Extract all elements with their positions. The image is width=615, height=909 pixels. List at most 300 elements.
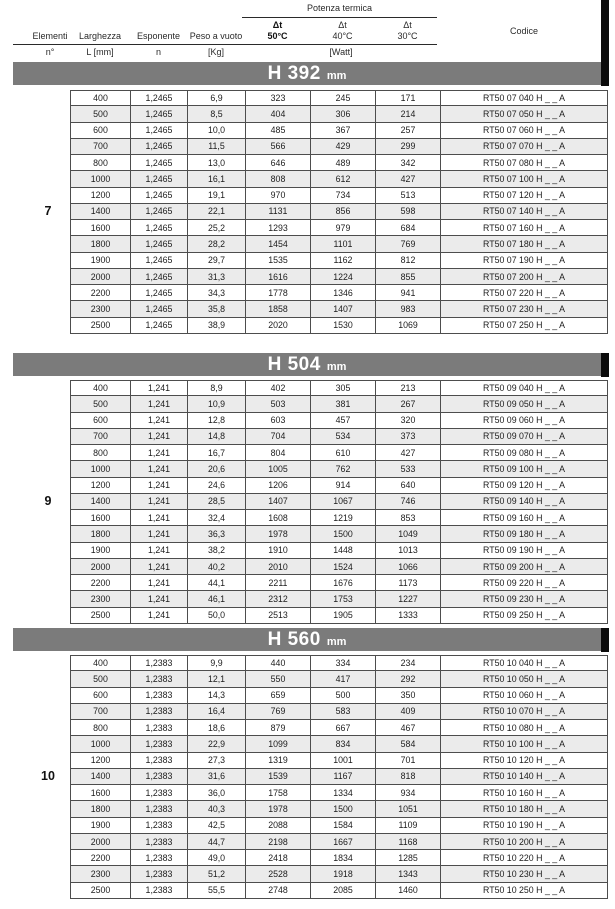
cell-peso: 38,9 [187,318,245,334]
cell-peso: 24,6 [187,478,245,494]
cell-watt-dt50: 1616 [245,269,310,285]
section-title: H 560 [267,629,321,650]
cell-peso: 28,2 [187,236,245,252]
cell-esponente: 1,2465 [130,155,187,171]
cell-peso: 36,0 [187,785,245,801]
cell-peso: 20,6 [187,461,245,477]
cell-codice: RT50 07 100 H _ _ A [440,171,608,187]
cell-watt-dt50: 1608 [245,510,310,526]
cell-watt-dt30: 855 [375,269,440,285]
cell-codice: RT50 09 230 H _ _ A [440,591,608,607]
cell-codice: RT50 07 080 H _ _ A [440,155,608,171]
cell-larghezza: 1000 [70,171,130,187]
cell-peso: 9,9 [187,655,245,671]
cell-larghezza: 2200 [70,850,130,866]
cell-peso: 44,1 [187,575,245,591]
cell-watt-dt30: 1173 [375,575,440,591]
cell-watt-dt50: 404 [245,106,310,122]
cell-watt-dt50: 2020 [245,318,310,334]
cell-esponente: 1,2383 [130,736,187,752]
cell-peso: 16,4 [187,704,245,720]
cell-watt-dt30: 853 [375,510,440,526]
cell-codice: RT50 07 230 H _ _ A [440,301,608,317]
cell-watt-dt30: 684 [375,220,440,236]
cell-watt-dt50: 1131 [245,204,310,220]
cell-codice: RT50 10 230 H _ _ A [440,866,608,882]
cell-watt-dt30: 1066 [375,559,440,575]
cell-esponente: 1,2465 [130,90,187,106]
cell-peso: 32,4 [187,510,245,526]
cell-watt-dt30: 701 [375,753,440,769]
cell-watt-dt30: 292 [375,671,440,687]
cell-codice: RT50 10 100 H _ _ A [440,736,608,752]
cell-larghezza: 2000 [70,269,130,285]
cell-watt-dt50: 1293 [245,220,310,236]
cell-codice: RT50 09 060 H _ _ A [440,413,608,429]
cell-esponente: 1,2465 [130,253,187,269]
cell-watt-dt40: 381 [310,396,375,412]
column-header-codice: Codice [509,26,538,36]
cell-larghezza: 2000 [70,834,130,850]
cell-codice: RT50 09 180 H _ _ A [440,526,608,542]
cell-larghezza: 500 [70,396,130,412]
subheader-esponente-n: n [155,47,161,57]
cell-codice: RT50 07 180 H _ _ A [440,236,608,252]
cell-watt-dt50: 769 [245,704,310,720]
cell-peso: 27,3 [187,753,245,769]
column-header-dt30 [375,20,440,41]
cell-watt-dt30: 257 [375,123,440,139]
section-banner-h392 [13,62,601,85]
cell-codice: RT50 10 060 H _ _ A [440,688,608,704]
cell-watt-dt30: 941 [375,285,440,301]
cell-watt-dt50: 2312 [245,591,310,607]
cell-watt-dt50: 879 [245,720,310,736]
cell-watt-dt30: 1285 [375,850,440,866]
section-unit: mm [326,361,347,373]
cell-esponente: 1,241 [130,396,187,412]
cell-peso: 34,3 [187,285,245,301]
cell-watt-dt30: 1049 [375,526,440,542]
cell-codice: RT50 10 250 H _ _ A [440,883,608,899]
cell-watt-dt30: 1227 [375,591,440,607]
cell-codice: RT50 09 140 H _ _ A [440,494,608,510]
cell-watt-dt50: 1407 [245,494,310,510]
cell-peso: 6,9 [187,90,245,106]
cell-peso: 16,1 [187,171,245,187]
cell-codice: RT50 09 190 H _ _ A [440,543,608,559]
column-header-larghezza: Larghezza [78,31,122,41]
cell-watt-dt40: 367 [310,123,375,139]
cell-codice: RT50 09 080 H _ _ A [440,445,608,461]
cell-peso: 16,7 [187,445,245,461]
cell-watt-dt30: 267 [375,396,440,412]
cell-peso: 10,0 [187,123,245,139]
dt-symbol: Δt [403,20,412,30]
cell-watt-dt40: 500 [310,688,375,704]
table-h504 [70,380,608,624]
cell-watt-dt40: 667 [310,720,375,736]
cell-watt-dt40: 417 [310,671,375,687]
cell-esponente: 1,2383 [130,818,187,834]
cell-larghezza: 700 [70,139,130,155]
cell-watt-dt30: 214 [375,106,440,122]
cell-codice: RT50 07 070 H _ _ A [440,139,608,155]
cell-esponente: 1,241 [130,559,187,575]
cell-esponente: 1,2465 [130,204,187,220]
cell-watt-dt40: 2085 [310,883,375,899]
cell-watt-dt40: 1346 [310,285,375,301]
cell-larghezza: 2200 [70,575,130,591]
cell-esponente: 1,2383 [130,753,187,769]
cell-peso: 22,9 [187,736,245,752]
cell-codice: RT50 09 050 H _ _ A [440,396,608,412]
element-count-section2: 9 [44,494,52,508]
cell-watt-dt50: 1539 [245,769,310,785]
cell-watt-dt50: 2418 [245,850,310,866]
cell-watt-dt50: 1005 [245,461,310,477]
cell-watt-dt50: 2748 [245,883,310,899]
cell-watt-dt50: 566 [245,139,310,155]
cell-watt-dt30: 467 [375,720,440,736]
cell-watt-dt50: 1535 [245,253,310,269]
cell-larghezza: 1900 [70,818,130,834]
cell-esponente: 1,2383 [130,671,187,687]
cell-larghezza: 1800 [70,236,130,252]
cell-esponente: 1,2383 [130,850,187,866]
cell-esponente: 1,241 [130,575,187,591]
cell-peso: 8,9 [187,380,245,396]
cell-watt-dt50: 970 [245,188,310,204]
cell-esponente: 1,2465 [130,188,187,204]
cell-esponente: 1,2383 [130,801,187,817]
cell-peso: 38,2 [187,543,245,559]
cell-watt-dt50: 2528 [245,866,310,882]
cell-esponente: 1,241 [130,478,187,494]
cell-larghezza: 500 [70,671,130,687]
cell-peso: 50,0 [187,608,245,624]
cell-watt-dt30: 513 [375,188,440,204]
cell-esponente: 1,2383 [130,704,187,720]
cell-watt-dt40: 429 [310,139,375,155]
cell-larghezza: 1600 [70,785,130,801]
cell-watt-dt40: 834 [310,736,375,752]
cell-watt-dt40: 1584 [310,818,375,834]
cell-watt-dt40: 1067 [310,494,375,510]
cell-watt-dt50: 1858 [245,301,310,317]
cell-peso: 35,8 [187,301,245,317]
cell-watt-dt50: 1978 [245,526,310,542]
cell-watt-dt50: 503 [245,396,310,412]
cell-peso: 31,6 [187,769,245,785]
cell-watt-dt30: 350 [375,688,440,704]
cell-esponente: 1,2465 [130,269,187,285]
cell-watt-dt30: 213 [375,380,440,396]
cell-watt-dt40: 1224 [310,269,375,285]
cell-peso: 40,2 [187,559,245,575]
cell-peso: 55,5 [187,883,245,899]
cell-watt-dt50: 1319 [245,753,310,769]
cell-watt-dt30: 1051 [375,801,440,817]
cell-watt-dt30: 598 [375,204,440,220]
cell-esponente: 1,2383 [130,688,187,704]
cell-watt-dt50: 485 [245,123,310,139]
cell-watt-dt30: 1460 [375,883,440,899]
cell-peso: 28,5 [187,494,245,510]
cell-watt-dt40: 979 [310,220,375,236]
potenza-termica-rule [242,17,437,18]
cell-esponente: 1,2465 [130,139,187,155]
cell-esponente: 1,2465 [130,301,187,317]
cell-watt-dt50: 402 [245,380,310,396]
cell-peso: 12,1 [187,671,245,687]
cell-larghezza: 1400 [70,769,130,785]
cell-codice: RT50 09 100 H _ _ A [440,461,608,477]
cell-watt-dt40: 457 [310,413,375,429]
cell-watt-dt40: 734 [310,188,375,204]
column-header-dt50 [245,20,310,41]
cell-esponente: 1,241 [130,380,187,396]
cell-peso: 36,3 [187,526,245,542]
cell-codice: RT50 09 220 H _ _ A [440,575,608,591]
cell-watt-dt40: 245 [310,90,375,106]
cell-codice: RT50 07 220 H _ _ A [440,285,608,301]
cell-watt-dt50: 1099 [245,736,310,752]
cell-codice: RT50 10 080 H _ _ A [440,720,608,736]
cell-larghezza: 600 [70,413,130,429]
cell-larghezza: 2300 [70,591,130,607]
cell-codice: RT50 09 200 H _ _ A [440,559,608,575]
cell-larghezza: 1800 [70,801,130,817]
column-header-dt40 [310,20,375,41]
cell-codice: RT50 10 200 H _ _ A [440,834,608,850]
cell-watt-dt50: 2513 [245,608,310,624]
cell-codice: RT50 10 160 H _ _ A [440,785,608,801]
cell-peso: 51,2 [187,866,245,882]
cell-watt-dt30: 373 [375,429,440,445]
cell-codice: RT50 09 070 H _ _ A [440,429,608,445]
dt-symbol: Δt [338,20,347,30]
cell-watt-dt40: 1500 [310,801,375,817]
cell-watt-dt30: 320 [375,413,440,429]
cell-larghezza: 2500 [70,608,130,624]
cell-codice: RT50 10 180 H _ _ A [440,801,608,817]
cell-peso: 25,2 [187,220,245,236]
cell-peso: 40,3 [187,801,245,817]
cell-watt-dt40: 306 [310,106,375,122]
cell-larghezza: 700 [70,429,130,445]
cell-codice: RT50 10 220 H _ _ A [440,850,608,866]
cell-larghezza: 2500 [70,318,130,334]
cell-larghezza: 500 [70,106,130,122]
cell-watt-dt40: 583 [310,704,375,720]
cell-peso: 29,7 [187,253,245,269]
subheader-n: n° [45,47,55,57]
cell-esponente: 1,2383 [130,769,187,785]
cell-watt-dt40: 1918 [310,866,375,882]
cell-peso: 14,3 [187,688,245,704]
cell-watt-dt40: 1167 [310,769,375,785]
cell-watt-dt40: 1676 [310,575,375,591]
cell-watt-dt40: 856 [310,204,375,220]
cell-watt-dt40: 1407 [310,301,375,317]
cell-watt-dt30: 818 [375,769,440,785]
page-edge-marker-section3 [601,628,609,652]
cell-esponente: 1,2465 [130,236,187,252]
cell-esponente: 1,2383 [130,834,187,850]
cell-peso: 46,1 [187,591,245,607]
cell-peso: 22,1 [187,204,245,220]
cell-watt-dt30: 427 [375,171,440,187]
cell-watt-dt50: 646 [245,155,310,171]
cell-esponente: 1,2465 [130,285,187,301]
cell-larghezza: 1000 [70,461,130,477]
column-header-esponente: Esponente [136,31,181,41]
cell-watt-dt40: 1667 [310,834,375,850]
page-edge-marker-section2 [601,353,609,377]
subheader-kg: [Kg] [207,47,224,57]
cell-watt-dt50: 2198 [245,834,310,850]
cell-larghezza: 1000 [70,736,130,752]
section-unit: mm [326,70,347,82]
cell-codice: RT50 10 050 H _ _ A [440,671,608,687]
cell-esponente: 1,2465 [130,106,187,122]
section-banner-h560 [13,628,601,651]
element-count-section3: 10 [41,769,55,783]
cell-watt-dt30: 640 [375,478,440,494]
cell-larghezza: 1200 [70,188,130,204]
cell-larghezza: 700 [70,704,130,720]
cell-watt-dt40: 1530 [310,318,375,334]
cell-esponente: 1,241 [130,461,187,477]
cell-peso: 18,6 [187,720,245,736]
cell-esponente: 1,241 [130,543,187,559]
cell-watt-dt50: 603 [245,413,310,429]
cell-codice: RT50 07 250 H _ _ A [440,318,608,334]
dt40-label: 40°C [332,30,353,41]
cell-watt-dt50: 1778 [245,285,310,301]
cell-watt-dt30: 1168 [375,834,440,850]
cell-larghezza: 600 [70,688,130,704]
cell-watt-dt40: 1334 [310,785,375,801]
cell-esponente: 1,2465 [130,171,187,187]
cell-watt-dt40: 762 [310,461,375,477]
cell-larghezza: 2300 [70,301,130,317]
cell-watt-dt40: 1101 [310,236,375,252]
cell-watt-dt30: 533 [375,461,440,477]
cell-larghezza: 1800 [70,526,130,542]
cell-codice: RT50 10 140 H _ _ A [440,769,608,785]
cell-larghezza: 400 [70,380,130,396]
cell-larghezza: 2200 [70,285,130,301]
table-h560 [70,655,608,899]
cell-watt-dt40: 1500 [310,526,375,542]
cell-codice: RT50 07 190 H _ _ A [440,253,608,269]
cell-esponente: 1,2465 [130,220,187,236]
cell-larghezza: 2500 [70,883,130,899]
cell-watt-dt50: 1910 [245,543,310,559]
cell-watt-dt30: 234 [375,655,440,671]
cell-larghezza: 1200 [70,753,130,769]
cell-watt-dt40: 334 [310,655,375,671]
section-title: H 392 [267,63,321,84]
cell-esponente: 1,2383 [130,655,187,671]
cell-watt-dt40: 534 [310,429,375,445]
cell-peso: 44,7 [187,834,245,850]
cell-larghezza: 1600 [70,510,130,526]
cell-esponente: 1,241 [130,413,187,429]
cell-codice: RT50 10 120 H _ _ A [440,753,608,769]
cell-watt-dt40: 612 [310,171,375,187]
cell-larghezza: 400 [70,655,130,671]
cell-codice: RT50 07 050 H _ _ A [440,106,608,122]
cell-larghezza: 800 [70,720,130,736]
cell-codice: RT50 07 060 H _ _ A [440,123,608,139]
cell-codice: RT50 07 120 H _ _ A [440,188,608,204]
cell-watt-dt30: 427 [375,445,440,461]
cell-watt-dt50: 1978 [245,801,310,817]
cell-watt-dt40: 1524 [310,559,375,575]
cell-esponente: 1,2383 [130,720,187,736]
cell-esponente: 1,241 [130,591,187,607]
dt-symbol: Δt [272,20,283,30]
cell-larghezza: 1900 [70,253,130,269]
cell-esponente: 1,2383 [130,866,187,882]
cell-watt-dt30: 299 [375,139,440,155]
cell-larghezza: 1900 [70,543,130,559]
section-unit: mm [326,636,347,648]
cell-esponente: 1,241 [130,445,187,461]
cell-esponente: 1,2383 [130,883,187,899]
cell-watt-dt40: 1162 [310,253,375,269]
cell-watt-dt40: 914 [310,478,375,494]
cell-watt-dt30: 812 [375,253,440,269]
cell-watt-dt50: 1206 [245,478,310,494]
cell-watt-dt40: 1905 [310,608,375,624]
cell-larghezza: 2000 [70,559,130,575]
cell-peso: 14,8 [187,429,245,445]
cell-watt-dt30: 769 [375,236,440,252]
element-count-section1: 7 [44,204,52,218]
cell-watt-dt50: 1758 [245,785,310,801]
cell-watt-dt30: 584 [375,736,440,752]
cell-watt-dt50: 550 [245,671,310,687]
cell-codice: RT50 07 200 H _ _ A [440,269,608,285]
cell-codice: RT50 07 160 H _ _ A [440,220,608,236]
table-h392 [70,90,608,334]
cell-watt-dt40: 1001 [310,753,375,769]
cell-codice: RT50 09 250 H _ _ A [440,608,608,624]
cell-esponente: 1,241 [130,494,187,510]
cell-larghezza: 1600 [70,220,130,236]
cell-watt-dt50: 659 [245,688,310,704]
cell-peso: 8,5 [187,106,245,122]
cell-watt-dt50: 704 [245,429,310,445]
cell-codice: RT50 07 040 H _ _ A [440,90,608,106]
cell-watt-dt40: 305 [310,380,375,396]
dt50-label: 50°C [267,30,288,41]
cell-esponente: 1,2465 [130,318,187,334]
cell-watt-dt40: 489 [310,155,375,171]
subheader-l-mm: L [mm] [86,47,114,57]
cell-peso: 13,0 [187,155,245,171]
cell-watt-dt40: 1753 [310,591,375,607]
cell-esponente: 1,2465 [130,123,187,139]
section-title: H 504 [267,354,321,375]
cell-watt-dt30: 1109 [375,818,440,834]
cell-watt-dt30: 983 [375,301,440,317]
cell-esponente: 1,241 [130,526,187,542]
